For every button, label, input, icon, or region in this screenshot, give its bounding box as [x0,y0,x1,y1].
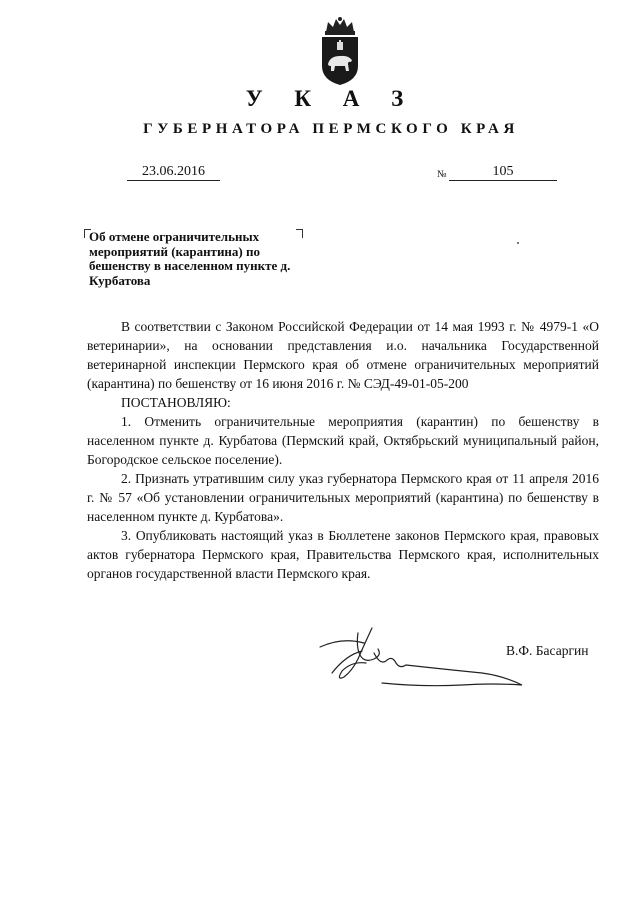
coat-of-arms-icon [318,16,362,86]
decree-item: 1. Отменить ограничительные мероприятия (карантин) по бешенству в населенном пункте д. Курбатова (Пермский край, Октябрьский муниципальный район, Богородское сельское поселение). [87,414,599,467]
decree-word: ПОСТАНОВЛЯЮ: [121,395,231,410]
document-body [87,317,599,583]
signatory-name: В.Ф. Басаргин [506,643,589,658]
decree-item: 3. Опубликовать настоящий указ в Бюллетене законов Пермского края, правовых актов губернатора Пермского края, Правительства Пермского края, исполнительных органов государственной власти Пермского края. [87,528,599,581]
document-subject: Об отмене ограничительных мероприятий (карантина) по бешенству в населенном пункте д. Курбатова [89,229,291,288]
signature-image [312,625,527,690]
body-intro: В соответствии с Законом Российской Федерации от 14 мая 1993 г. № 4979-1 «О ветеринарии», на основании представления и.о. начальника Государственной ветеринарной инспекции Пермского края об отмене ограничительных мероприятий (карантина) по бешенству от 16 июня 2016 г. № СЭД-49-01-05-200 [87,319,599,391]
scan-speck [517,242,519,244]
document-date: 23.06.2016 [127,163,220,181]
decree-item: 2. Признать утратившим силу указ губернатора Пермского края от 11 апреля 2016 г. № 57 «Об установлении ограничительных мероприятий (карантина) по бешенству в населенном пункте д. Курбатова». [87,471,599,524]
document-title: У К А З [245,86,417,111]
document-subtitle: ГУБЕРНАТОРА ПЕРМСКОГО КРАЯ [143,121,519,137]
document-number: 105 [449,163,557,181]
number-sign: № [437,169,447,180]
